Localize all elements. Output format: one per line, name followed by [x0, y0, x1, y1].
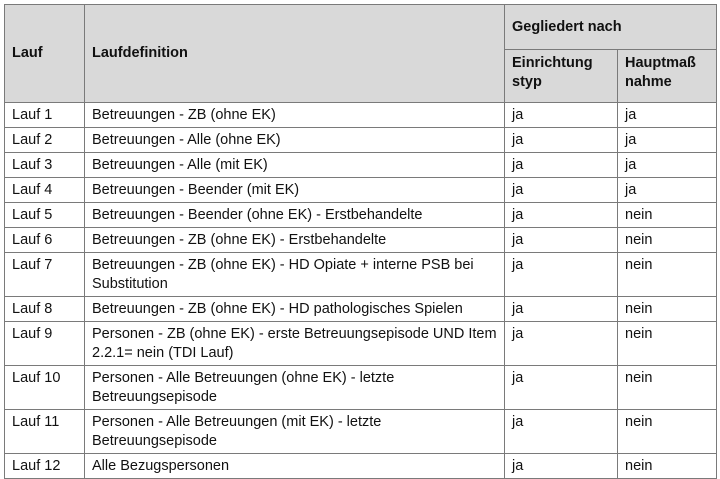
table-row [5, 228, 717, 253]
cell-lauf: Lauf 3 [5, 153, 85, 178]
table-row [5, 128, 717, 153]
cell-lauf: Lauf 9 [5, 322, 85, 366]
cell-lauf: Lauf 12 [5, 454, 85, 479]
cell-einrichtungstyp: ja [505, 322, 618, 366]
table-row [5, 253, 717, 297]
cell-einrichtungstyp: ja [505, 203, 618, 228]
cell-einrichtungstyp: ja [505, 366, 618, 410]
table-row [5, 410, 717, 454]
table-row [5, 454, 717, 479]
cell-hauptmassnahme: ja [618, 103, 717, 128]
cell-einrichtungstyp: ja [505, 153, 618, 178]
header-row [5, 5, 717, 50]
table-row [5, 322, 717, 366]
cell-definition: Betreuungen - ZB (ohne EK) - Erstbehandelte [85, 228, 505, 253]
cell-lauf: Lauf 10 [5, 366, 85, 410]
cell-lauf: Lauf 8 [5, 297, 85, 322]
cell-einrichtungstyp: ja [505, 103, 618, 128]
header-gegliedert-nach: Gegliedert nach [505, 5, 717, 50]
cell-einrichtungstyp: ja [505, 178, 618, 203]
table-row [5, 297, 717, 322]
cell-definition: Betreuungen - ZB (ohne EK) - HD pathologisches Spielen [85, 297, 505, 322]
table-row [5, 103, 717, 128]
cell-definition: Personen - ZB (ohne EK) - erste Betreuungsepisode UND Item 2.2.1= nein (TDI Lauf) [85, 322, 505, 366]
header-hauptmassnahme: Hauptmaß nahme [618, 50, 717, 103]
cell-lauf: Lauf 7 [5, 253, 85, 297]
cell-lauf: Lauf 6 [5, 228, 85, 253]
cell-hauptmassnahme: nein [618, 366, 717, 410]
table-header [5, 5, 717, 103]
cell-hauptmassnahme: nein [618, 203, 717, 228]
cell-lauf: Lauf 5 [5, 203, 85, 228]
cell-lauf: Lauf 4 [5, 178, 85, 203]
cell-hauptmassnahme: nein [618, 297, 717, 322]
table-row [5, 203, 717, 228]
cell-einrichtungstyp: ja [505, 297, 618, 322]
cell-hauptmassnahme: nein [618, 410, 717, 454]
cell-einrichtungstyp: ja [505, 228, 618, 253]
cell-hauptmassnahme: ja [618, 153, 717, 178]
cell-einrichtungstyp: ja [505, 128, 618, 153]
cell-lauf: Lauf 2 [5, 128, 85, 153]
cell-hauptmassnahme: nein [618, 454, 717, 479]
cell-definition: Personen - Alle Betreuungen (ohne EK) - letzte Betreuungsepisode [85, 366, 505, 410]
header-laufdefinition: Laufdefinition [85, 5, 505, 103]
cell-definition: Betreuungen - Alle (mit EK) [85, 153, 505, 178]
table-row [5, 153, 717, 178]
lauf-table [4, 4, 717, 479]
cell-definition: Personen - Alle Betreuungen (mit EK) - letzte Betreuungsepisode [85, 410, 505, 454]
cell-definition: Alle Bezugspersonen [85, 454, 505, 479]
cell-einrichtungstyp: ja [505, 410, 618, 454]
cell-definition: Betreuungen - ZB (ohne EK) [85, 103, 505, 128]
cell-hauptmassnahme: ja [618, 178, 717, 203]
cell-einrichtungstyp: ja [505, 253, 618, 297]
cell-definition: Betreuungen - Beender (mit EK) [85, 178, 505, 203]
cell-einrichtungstyp: ja [505, 454, 618, 479]
table-body [5, 103, 717, 479]
cell-definition: Betreuungen - Alle (ohne EK) [85, 128, 505, 153]
cell-hauptmassnahme: nein [618, 253, 717, 297]
cell-hauptmassnahme: nein [618, 322, 717, 366]
cell-definition: Betreuungen - ZB (ohne EK) - HD Opiate + interne PSB bei Substitution [85, 253, 505, 297]
table-row [5, 178, 717, 203]
table-row [5, 366, 717, 410]
cell-lauf: Lauf 11 [5, 410, 85, 454]
cell-definition: Betreuungen - Beender (ohne EK) - Erstbehandelte [85, 203, 505, 228]
header-einrichtungstyp: Einrichtung styp [505, 50, 618, 103]
cell-hauptmassnahme: ja [618, 128, 717, 153]
header-lauf: Lauf [5, 5, 85, 103]
cell-lauf: Lauf 1 [5, 103, 85, 128]
cell-hauptmassnahme: nein [618, 228, 717, 253]
